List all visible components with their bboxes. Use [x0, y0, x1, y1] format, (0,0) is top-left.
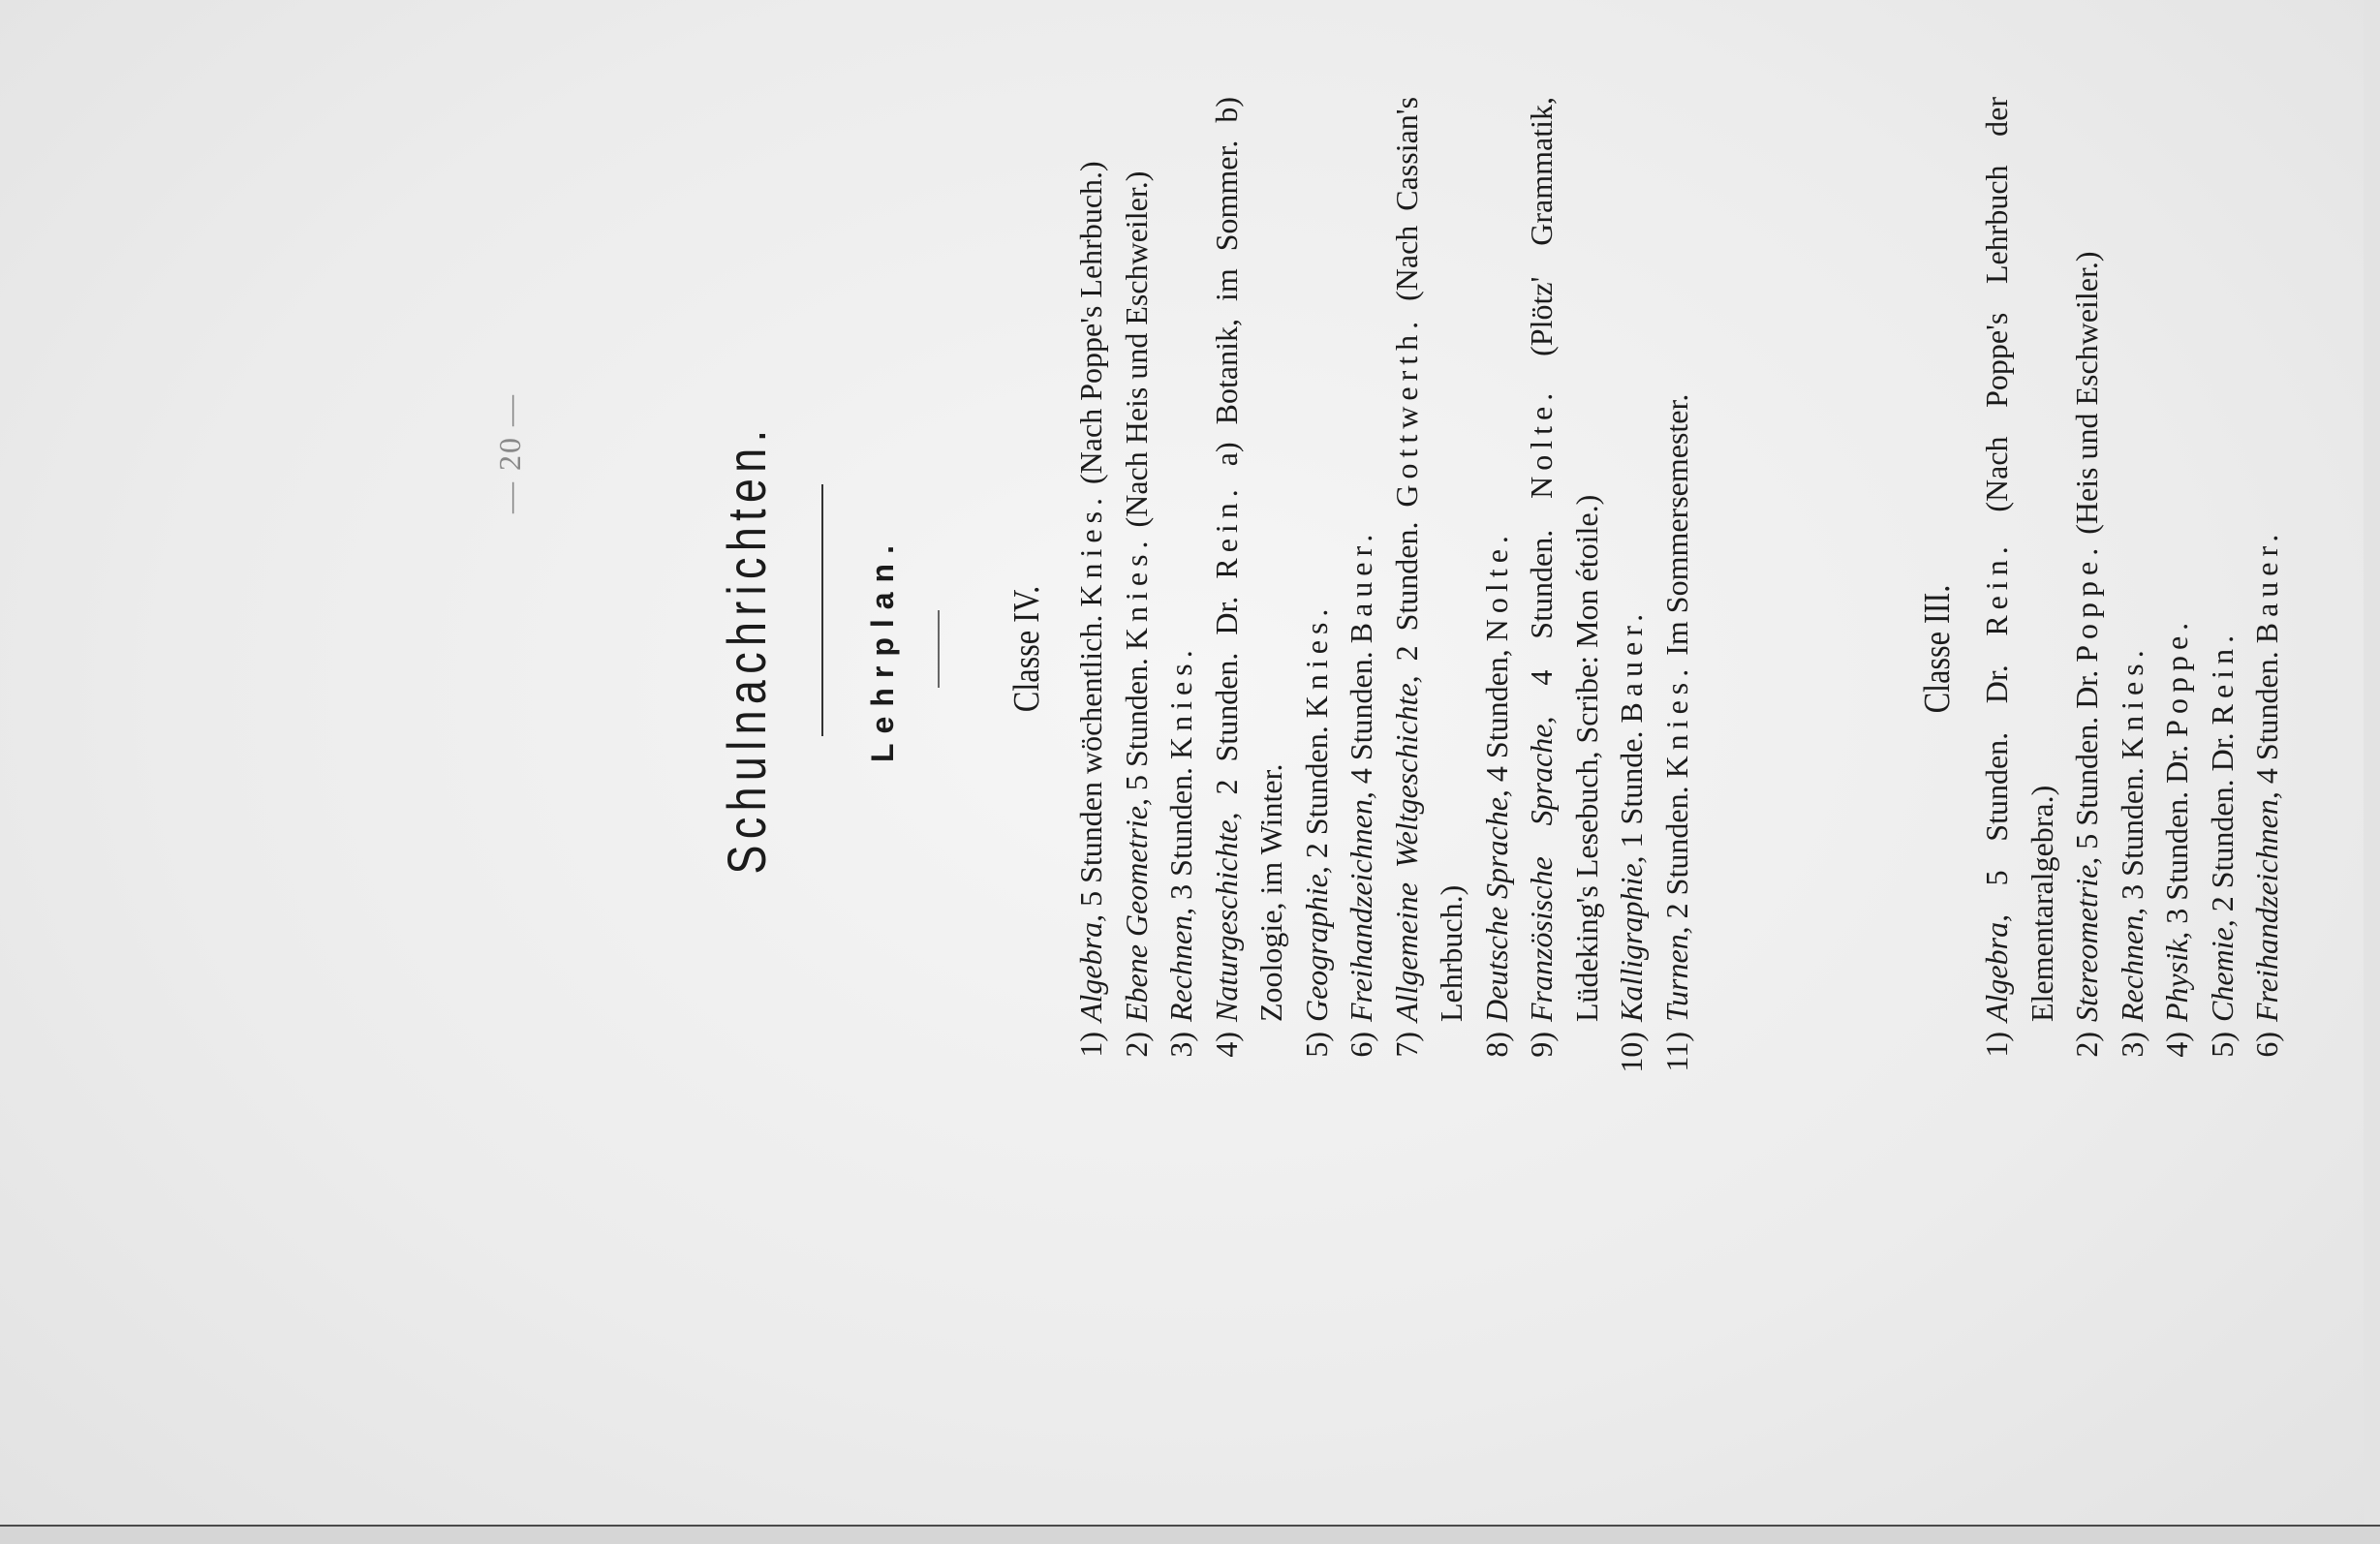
item-subject: Deutsche Sprache,	[1478, 789, 1514, 1022]
item-teacher: Rein.	[1979, 540, 2014, 636]
list-item	[1159, 97, 1204, 1085]
item-note: (Nach Cassian's Lehrbuch.)	[1388, 96, 1468, 1022]
item-number: 1)	[1073, 1032, 1108, 1058]
list-item	[1114, 97, 1159, 1085]
item-number: 11)	[1658, 1032, 1694, 1072]
item-teacher: Bauer.	[2249, 528, 2284, 644]
item-subject: Rechnen,	[1163, 907, 1198, 1022]
item-number: 5)	[2204, 1032, 2240, 1058]
section-rule	[938, 610, 940, 688]
list-item	[2064, 97, 2110, 1085]
item-note: (Heis und Eschweiler.)	[2069, 251, 2104, 542]
item-teacher: Poppe.	[2069, 541, 2104, 663]
item-note: (Nach Poppe's Lehrbuch der Elementaralgebra.)	[1979, 97, 2059, 1022]
list-item	[1068, 97, 1114, 1085]
item-number: 5)	[1298, 1032, 1334, 1058]
list-item	[1974, 97, 2064, 1085]
item-text: 5 Stunden.	[1118, 650, 1154, 798]
item-number: 3)	[2114, 1032, 2149, 1058]
item-text: 5 Stunden. Dr.	[1979, 635, 2014, 914]
item-text: 4 Stunden.	[2249, 643, 2284, 792]
item-number: 8)	[1478, 1032, 1514, 1058]
item-note: (Nach Heis und Eschweiler.)	[1118, 170, 1154, 536]
item-number: 2)	[2069, 1032, 2104, 1058]
class-iii-list	[1974, 97, 2290, 1085]
item-note: Im Sommersemester.	[1658, 393, 1694, 664]
item-teacher: Nolte.	[1478, 530, 1514, 642]
item-subject: Rechnen,	[2114, 907, 2149, 1022]
item-subject: Kalligraphie,	[1614, 855, 1649, 1022]
item-teacher: Nolte.	[1524, 386, 1559, 499]
section-title: Lehrplan.	[865, 536, 900, 763]
item-number: 6)	[1344, 1032, 1378, 1058]
list-item	[1204, 97, 1294, 1085]
item-teacher: Knies.	[1163, 644, 1198, 759]
item-teacher: Rein.	[2204, 629, 2240, 726]
item-subject: Chemie,	[2204, 919, 2240, 1022]
item-teacher: Knies.	[1658, 663, 1694, 779]
item-note: (Nach Poppe's Lehrbuch.)	[1073, 161, 1108, 492]
item-number: 3)	[1163, 1032, 1198, 1058]
class-iii-heading: Classe III.	[1917, 584, 1958, 714]
page-title: Schulnachrichten.	[716, 423, 777, 875]
item-text: 4 Stunden.	[1524, 498, 1559, 717]
item-text: 5 Stunden. Dr.	[2069, 662, 2104, 857]
list-item	[1474, 97, 1520, 1085]
item-subject: Naturgeschichte,	[1208, 812, 1244, 1022]
item-text: 2 Stunden.	[1658, 778, 1694, 927]
item-text: 1 Stunde.	[1614, 723, 1649, 856]
item-subject: Algebra,	[1979, 913, 2014, 1022]
item-number: 9)	[1524, 1032, 1559, 1058]
list-item	[1339, 97, 1384, 1085]
item-text: 3 Stunden.	[2114, 758, 2149, 908]
item-teacher: Gottwerth.	[1388, 315, 1424, 508]
list-item	[1384, 97, 1474, 1085]
item-subject: Turnen,	[1658, 926, 1694, 1022]
item-subject: Freihandzeichnen,	[1344, 791, 1378, 1022]
list-item	[1519, 97, 1609, 1085]
rotated-document-page	[327, 0, 2284, 1327]
item-text: 2 Stunden.	[1388, 507, 1424, 676]
item-subject: Freihandzeichnen,	[2249, 791, 2284, 1022]
item-text: 2 Stunden. Dr.	[1208, 578, 1244, 813]
item-note: (Plötz' Grammatik, Lüdeking's Lesebuch, Scribe: Mon étoile.)	[1524, 96, 1604, 1022]
item-text: 3 Stunden. Dr.	[2159, 736, 2194, 932]
item-text: 3 Stunden.	[1163, 758, 1198, 908]
item-teacher: Bauer.	[1344, 528, 1378, 644]
item-text: 2 Stunden.	[1298, 718, 1334, 867]
item-teacher: Knies.	[1298, 602, 1334, 719]
item-subject: Stereometrie,	[2069, 856, 2104, 1022]
item-teacher: Knies.	[1118, 535, 1154, 651]
list-item	[1609, 97, 1654, 1085]
item-number: 4)	[1208, 1032, 1244, 1058]
item-text: 4 Stunden.	[1344, 643, 1378, 792]
list-item	[2244, 97, 2290, 1085]
class-iv-list	[1068, 97, 1699, 1085]
item-text: 4 Stunden,	[1478, 641, 1514, 790]
page-number: — 20 —	[492, 393, 527, 513]
item-number: 4)	[2159, 1032, 2194, 1058]
item-number: 6)	[2249, 1032, 2284, 1058]
item-teacher: Poppe.	[2159, 616, 2194, 737]
item-teacher: Knies.	[1073, 491, 1108, 607]
list-item	[2200, 97, 2245, 1085]
item-subject: Physik,	[2159, 931, 2194, 1022]
item-number: 7)	[1388, 1032, 1424, 1058]
item-subject: Algebra,	[1073, 913, 1108, 1022]
page-edge-bottom	[0, 1525, 2380, 1544]
item-number: 2)	[1118, 1032, 1154, 1058]
item-teacher: Rein.	[1208, 483, 1244, 579]
list-item	[1294, 97, 1340, 1085]
item-number: 1)	[1979, 1032, 2014, 1058]
class-iv-heading: Classe IV.	[1006, 585, 1047, 713]
item-note: a) Botanik, im Sommer. b) Zoologie, im Winter.	[1208, 96, 1288, 1022]
list-item	[2110, 97, 2155, 1085]
item-subject: Französische Sprache,	[1524, 716, 1559, 1022]
list-item	[1654, 97, 1700, 1085]
page-edge-right	[2364, 0, 2380, 1542]
list-item	[2154, 97, 2200, 1085]
item-text: 5 Stunden wöchentlich.	[1073, 606, 1108, 914]
item-subject: Allgemeine Weltgeschichte,	[1388, 675, 1424, 1022]
item-subject: Ebene Geometrie,	[1118, 797, 1154, 1022]
item-number: 10)	[1614, 1032, 1649, 1073]
title-rule	[821, 484, 823, 736]
item-text: 2 Stunden. Dr.	[2204, 725, 2240, 920]
item-subject: Geographie,	[1298, 866, 1334, 1022]
item-teacher: Bauer.	[1614, 607, 1649, 724]
item-teacher: Knies.	[2114, 644, 2149, 759]
